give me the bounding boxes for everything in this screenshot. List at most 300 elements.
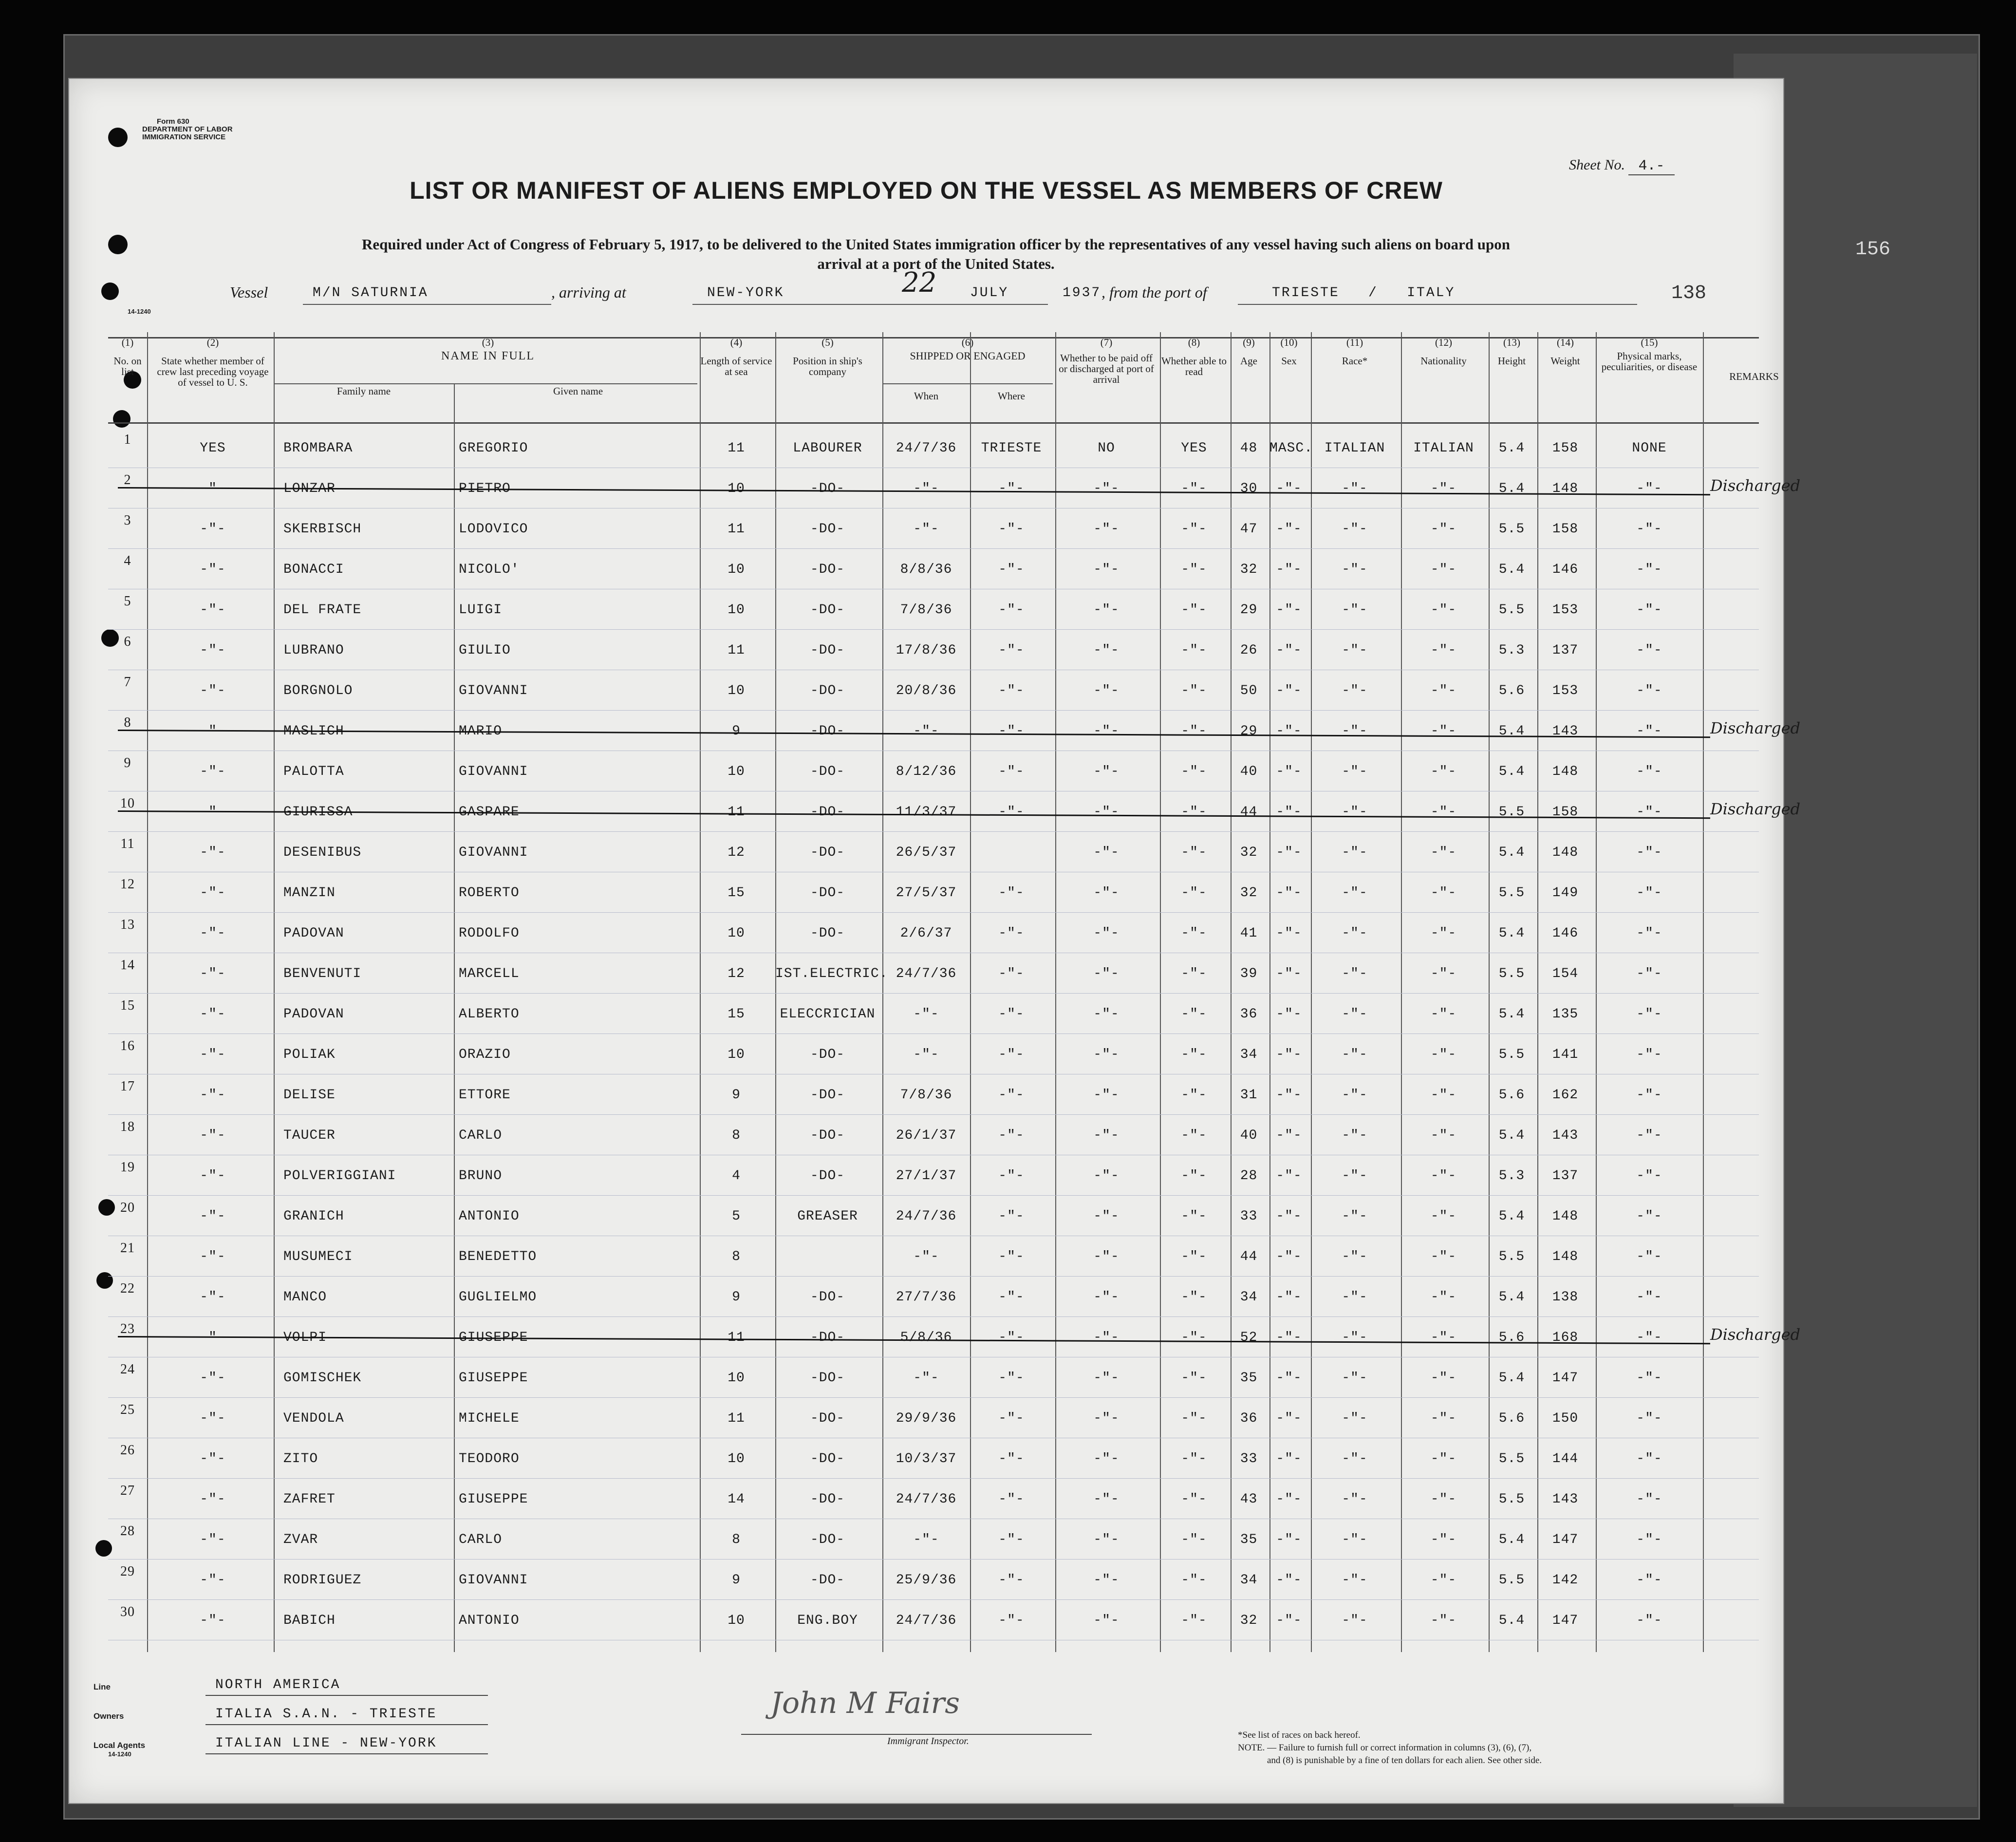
- cell-position: -DO-: [810, 1128, 845, 1143]
- line-value: NORTH AMERICA: [215, 1677, 341, 1692]
- cell-previous-voyage: -"-: [200, 1209, 226, 1224]
- cell-age: 32: [1240, 1613, 1258, 1628]
- cell-race: -"-: [1342, 764, 1368, 779]
- cell-age: 28: [1240, 1168, 1258, 1184]
- cell-previous-voyage: -"-: [200, 683, 226, 698]
- cell-given-name: GREGORIO: [459, 441, 528, 456]
- cell-family-name: PADOVAN: [283, 1007, 344, 1022]
- col-num: (2): [206, 337, 219, 348]
- cell-physical-marks: -"-: [1636, 1290, 1662, 1305]
- cell-age: 43: [1240, 1492, 1258, 1507]
- arrival-year: 1937: [1063, 285, 1101, 301]
- cell-row-number: 1: [124, 432, 131, 447]
- cell-height: 5.5: [1498, 1047, 1525, 1062]
- table-row: [108, 1281, 1759, 1321]
- cell-service-length: 11: [728, 643, 745, 658]
- cell-race: -"-: [1342, 1209, 1368, 1224]
- subheader-divider: [882, 383, 1053, 384]
- cell-sex: -"-: [1276, 845, 1302, 860]
- cell-service-length: 5: [732, 1209, 741, 1224]
- cell-shipped-when: 11/3/37: [896, 805, 957, 820]
- cell-race: -"-: [1342, 926, 1368, 941]
- cell-nationality: -"-: [1430, 683, 1457, 698]
- cell-shipped-where: -"-: [998, 1128, 1025, 1143]
- cell-row-number: 28: [120, 1523, 135, 1539]
- cell-shipped-when: 26/5/37: [896, 845, 957, 860]
- cell-weight: 137: [1552, 1168, 1579, 1184]
- cell-weight: 135: [1552, 1007, 1579, 1022]
- cell-race: -"-: [1342, 1451, 1368, 1466]
- cell-sex: -"-: [1276, 1371, 1302, 1386]
- cell-service-length: 10: [728, 926, 745, 941]
- cell-shipped-where: -"-: [998, 885, 1025, 901]
- cell-service-length: 11: [728, 441, 745, 456]
- cell-race: -"-: [1342, 1613, 1368, 1628]
- cell-service-length: 15: [728, 1007, 745, 1022]
- cell-row-number: 16: [120, 1038, 135, 1053]
- cell-shipped-when: 24/7/36: [896, 966, 957, 981]
- cell-given-name: ALBERTO: [459, 1007, 520, 1022]
- cell-sex: -"-: [1276, 1007, 1302, 1022]
- cell-position: -DO-: [810, 805, 845, 820]
- cell-shipped-when: 7/8/36: [900, 1088, 952, 1103]
- col-num: (12): [1435, 337, 1452, 348]
- cell-previous-voyage: -"-: [200, 1573, 226, 1588]
- cell-race: -"-: [1342, 522, 1368, 537]
- cell-given-name: MICHELE: [459, 1411, 520, 1426]
- cell-paid-off: -"-: [1093, 522, 1120, 537]
- table-row: [108, 1241, 1759, 1281]
- cell-previous-voyage: -"-: [200, 1128, 226, 1143]
- cell-paid-off: -"-: [1093, 481, 1120, 496]
- cell-height: 5.4: [1498, 1128, 1525, 1143]
- cell-race: -"-: [1342, 1371, 1368, 1386]
- cell-age: 29: [1240, 724, 1258, 739]
- cell-service-length: 10: [728, 602, 745, 618]
- cell-previous-voyage: -"-: [200, 481, 226, 496]
- cell-shipped-where: -"-: [998, 1290, 1025, 1305]
- col-label: Age: [1240, 355, 1257, 367]
- col-label: SHIPPED OR ENGAGED: [910, 350, 1026, 362]
- cell-able-to-read: -"-: [1181, 1290, 1207, 1305]
- cell-row-number: 22: [120, 1281, 135, 1296]
- cell-able-to-read: -"-: [1181, 1007, 1207, 1022]
- cell-family-name: LUBRANO: [283, 643, 344, 658]
- cell-nationality: -"-: [1430, 1330, 1457, 1345]
- cell-position: -DO-: [810, 522, 845, 537]
- cell-weight: 138: [1552, 1290, 1579, 1305]
- cell-nationality: -"-: [1430, 885, 1457, 901]
- cell-family-name: ZVAR: [283, 1532, 318, 1547]
- cell-race: -"-: [1342, 643, 1368, 658]
- cell-given-name: ANTONIO: [459, 1613, 520, 1628]
- col-header-when: When: [914, 390, 939, 402]
- cell-previous-voyage: -"-: [200, 522, 226, 537]
- cell-paid-off: -"-: [1093, 805, 1120, 820]
- cell-paid-off: -"-: [1093, 1573, 1120, 1588]
- cell-previous-voyage: -"-: [200, 764, 226, 779]
- cell-family-name: BORGNOLO: [283, 683, 353, 698]
- cell-weight: 147: [1552, 1613, 1579, 1628]
- cell-service-length: 10: [728, 683, 745, 698]
- cell-weight: 154: [1552, 966, 1579, 981]
- cell-given-name: ANTONIO: [459, 1209, 520, 1224]
- cell-sex: -"-: [1276, 1290, 1302, 1305]
- cell-position: IST.ELECTRIC.: [775, 966, 888, 981]
- cell-shipped-when: -"-: [913, 724, 939, 739]
- cell-row-number: 9: [124, 755, 131, 771]
- cell-position: -DO-: [810, 764, 845, 779]
- cell-shipped-when: -"-: [913, 1371, 939, 1386]
- cell-able-to-read: -"-: [1181, 1532, 1207, 1547]
- cell-row-number: 15: [120, 998, 135, 1013]
- cell-sex: -"-: [1276, 1532, 1302, 1547]
- cell-physical-marks: -"-: [1636, 1249, 1662, 1264]
- cell-weight: 146: [1552, 926, 1579, 941]
- cell-previous-voyage: -"-: [200, 1047, 226, 1062]
- cell-shipped-where: -"-: [998, 724, 1025, 739]
- col-label: Height: [1497, 355, 1526, 367]
- cell-previous-voyage: -"-: [200, 1330, 226, 1345]
- owners-label: Owners: [93, 1711, 124, 1721]
- cell-shipped-where: -"-: [998, 1168, 1025, 1184]
- cell-sex: -"-: [1276, 481, 1302, 496]
- cell-service-length: 8: [732, 1532, 741, 1547]
- underline: [205, 1753, 488, 1754]
- vessel-label: Vessel: [230, 283, 268, 301]
- cell-height: 5.6: [1498, 1411, 1525, 1426]
- cell-sex: -"-: [1276, 1088, 1302, 1103]
- cell-shipped-when: 26/1/37: [896, 1128, 957, 1143]
- punch-hole: [108, 235, 128, 254]
- cell-service-length: 8: [732, 1128, 741, 1143]
- cell-sex: -"-: [1276, 1451, 1302, 1466]
- cell-service-length: 10: [728, 764, 745, 779]
- cell-age: 40: [1240, 764, 1258, 779]
- cell-service-length: 15: [728, 885, 745, 901]
- cell-weight: 148: [1552, 845, 1579, 860]
- cell-position: -DO-: [810, 1451, 845, 1466]
- cell-service-length: 11: [728, 1411, 745, 1426]
- cell-paid-off: -"-: [1093, 1128, 1120, 1143]
- cell-able-to-read: -"-: [1181, 1492, 1207, 1507]
- cell-family-name: VENDOLA: [283, 1411, 344, 1426]
- cell-previous-voyage: -"-: [200, 1371, 226, 1386]
- cell-position: -DO-: [810, 1290, 845, 1305]
- cell-able-to-read: -"-: [1181, 1451, 1207, 1466]
- cell-given-name: ETTORE: [459, 1088, 511, 1103]
- cell-height: 5.4: [1498, 845, 1525, 860]
- col-header-nationality: [1401, 337, 1486, 420]
- cell-position: -DO-: [810, 1088, 845, 1103]
- cell-weight: 158: [1552, 805, 1579, 820]
- cell-shipped-where: -"-: [998, 643, 1025, 658]
- cell-given-name: GIULIO: [459, 643, 511, 658]
- cell-nationality: -"-: [1430, 1128, 1457, 1143]
- cell-physical-marks: -"-: [1636, 562, 1662, 577]
- col-num: (5): [821, 337, 834, 348]
- cell-weight: 147: [1552, 1371, 1579, 1386]
- cell-row-number: 20: [120, 1200, 135, 1215]
- cell-position: -DO-: [810, 724, 845, 739]
- cell-nationality: -"-: [1430, 562, 1457, 577]
- cell-height: 5.4: [1498, 926, 1525, 941]
- cell-able-to-read: -"-: [1181, 481, 1207, 496]
- cell-sex: -"-: [1276, 522, 1302, 537]
- cell-family-name: PADOVAN: [283, 926, 344, 941]
- cell-position: -DO-: [810, 683, 845, 698]
- underline: [205, 1724, 488, 1725]
- cell-service-length: 9: [732, 1088, 741, 1103]
- margin-number-side: 138: [1671, 282, 1707, 304]
- cell-height: 5.4: [1498, 1209, 1525, 1224]
- cell-position: -DO-: [810, 1371, 845, 1386]
- cell-row-number: 14: [120, 958, 135, 973]
- cell-physical-marks: -"-: [1636, 1128, 1662, 1143]
- cell-previous-voyage: -"-: [200, 1007, 226, 1022]
- cell-height: 5.4: [1498, 764, 1525, 779]
- table-row: [108, 1402, 1759, 1443]
- col-label: Position in ship's company: [793, 355, 862, 377]
- inspector-signature: John M Fairs: [770, 1686, 960, 1720]
- table-row: [108, 877, 1759, 917]
- cell-race: -"-: [1342, 1573, 1368, 1588]
- agents-value: ITALIAN LINE - NEW-YORK: [215, 1736, 437, 1751]
- col-header-where: Where: [998, 390, 1025, 402]
- cell-paid-off: -"-: [1093, 1330, 1120, 1345]
- cell-physical-marks: -"-: [1636, 805, 1662, 820]
- cell-height: 5.4: [1498, 1613, 1525, 1628]
- cell-paid-off: -"-: [1093, 1249, 1120, 1264]
- table-row: [108, 1038, 1759, 1079]
- cell-age: 48: [1240, 441, 1258, 456]
- table-row: [108, 1564, 1759, 1604]
- cell-physical-marks: -"-: [1636, 1451, 1662, 1466]
- from-port-label: , from the port of: [1101, 283, 1207, 301]
- cell-sex: -"-: [1276, 1613, 1302, 1628]
- cell-physical-marks: -"-: [1636, 1168, 1662, 1184]
- cell-family-name: BONACCI: [283, 562, 344, 577]
- cell-family-name: DEL FRATE: [283, 602, 362, 618]
- cell-shipped-when: 5/8/36: [900, 1330, 952, 1345]
- col-label: Physical marks, peculiarities, or disease: [1601, 350, 1698, 373]
- cell-height: 5.5: [1498, 966, 1525, 981]
- cell-able-to-read: -"-: [1181, 724, 1207, 739]
- cell-given-name: LODOVICO: [459, 522, 528, 537]
- cell-row-number: 5: [124, 594, 131, 609]
- arrival-month: JULY: [970, 285, 1009, 301]
- cell-sex: -"-: [1276, 1209, 1302, 1224]
- cell-shipped-when: 27/1/37: [896, 1168, 957, 1184]
- cell-physical-marks: -"-: [1636, 885, 1662, 901]
- underline: [205, 1695, 488, 1696]
- cell-physical-marks: -"-: [1636, 1330, 1662, 1345]
- cell-given-name: GUGLIELMO: [459, 1290, 537, 1305]
- cell-race: -"-: [1342, 1290, 1368, 1305]
- cell-race: -"-: [1342, 966, 1368, 981]
- cell-family-name: DELISE: [283, 1088, 336, 1103]
- col-header-able-to-read: [1160, 337, 1228, 420]
- inspector-label: Immigrant Inspector.: [887, 1736, 969, 1747]
- col-header-service-length: [700, 337, 773, 420]
- cell-weight: 153: [1552, 683, 1579, 698]
- cell-race: -"-: [1342, 602, 1368, 618]
- cell-height: 5.6: [1498, 683, 1525, 698]
- cell-height: 5.4: [1498, 441, 1525, 456]
- cell-previous-voyage: -"-: [200, 602, 226, 618]
- cell-age: 32: [1240, 562, 1258, 577]
- cell-paid-off: -"-: [1093, 562, 1120, 577]
- cell-position: -DO-: [810, 1168, 845, 1184]
- cell-nationality: -"-: [1430, 1613, 1457, 1628]
- cell-physical-marks: -"-: [1636, 1411, 1662, 1426]
- cell-able-to-read: -"-: [1181, 602, 1207, 618]
- cell-age: 33: [1240, 1209, 1258, 1224]
- agents-label: Local Agents: [93, 1741, 146, 1750]
- col-label: Nationality: [1420, 355, 1467, 367]
- cell-paid-off: -"-: [1093, 926, 1120, 941]
- cell-service-length: 10: [728, 1451, 745, 1466]
- col-num: (4): [730, 337, 743, 348]
- cell-race: -"-: [1342, 683, 1368, 698]
- cell-physical-marks: -"-: [1636, 764, 1662, 779]
- cell-nationality: -"-: [1430, 1209, 1457, 1224]
- cell-position: -DO-: [810, 1047, 845, 1062]
- col-header-no: [108, 337, 147, 420]
- cell-weight: 148: [1552, 1209, 1579, 1224]
- cell-service-length: 9: [732, 724, 741, 739]
- cell-shipped-where: -"-: [998, 1330, 1025, 1345]
- col-num: (7): [1100, 337, 1113, 348]
- cell-physical-marks: -"-: [1636, 1371, 1662, 1386]
- cell-shipped-when: -"-: [913, 481, 939, 496]
- col-header-position: [775, 337, 880, 420]
- cell-race: -"-: [1342, 885, 1368, 901]
- col-header-height: [1489, 337, 1535, 420]
- cell-service-length: 11: [728, 805, 745, 820]
- cell-nationality: -"-: [1430, 805, 1457, 820]
- cell-service-length: 10: [728, 1371, 745, 1386]
- cell-sex: -"-: [1276, 1128, 1302, 1143]
- cell-service-length: 14: [728, 1492, 745, 1507]
- subtitle-line-2: arrival at a port of the United States.: [817, 255, 1055, 272]
- cell-shipped-where: -"-: [998, 683, 1025, 698]
- col-header-weight: [1537, 337, 1593, 420]
- cell-row-number: 23: [120, 1321, 135, 1336]
- cell-weight: 168: [1552, 1330, 1579, 1345]
- cell-previous-voyage: YES: [200, 441, 226, 456]
- cell-weight: 144: [1552, 1451, 1579, 1466]
- cell-family-name: LONZAR: [283, 481, 336, 496]
- cell-position: ENG.BOY: [797, 1613, 858, 1628]
- cell-given-name: NICOLO': [459, 562, 520, 577]
- cell-sex: -"-: [1276, 764, 1302, 779]
- cell-age: 44: [1240, 1249, 1258, 1264]
- cell-previous-voyage: -"-: [200, 1613, 226, 1628]
- cell-shipped-when: 8/8/36: [900, 562, 952, 577]
- cell-height: 5.5: [1498, 1492, 1525, 1507]
- cell-race: -"-: [1342, 1168, 1368, 1184]
- cell-nationality: -"-: [1430, 1088, 1457, 1103]
- cell-shipped-where: -"-: [998, 1209, 1025, 1224]
- table-row: [108, 634, 1759, 675]
- cell-family-name: ZAFRET: [283, 1492, 336, 1507]
- cell-paid-off: -"-: [1093, 1613, 1120, 1628]
- cell-service-length: 12: [728, 966, 745, 981]
- margin-number-top: 156: [1855, 239, 1891, 261]
- cell-race: -"-: [1342, 1330, 1368, 1345]
- cell-height: 5.5: [1498, 1451, 1525, 1466]
- cell-physical-marks: -"-: [1636, 1573, 1662, 1588]
- cell-physical-marks: -"-: [1636, 1492, 1662, 1507]
- line-label: Line: [93, 1682, 111, 1692]
- underline: [1238, 304, 1637, 305]
- cell-weight: 148: [1552, 481, 1579, 496]
- cell-weight: 153: [1552, 602, 1579, 618]
- cell-nationality: -"-: [1430, 602, 1457, 618]
- cell-sex: -"-: [1276, 1492, 1302, 1507]
- cell-nationality: -"-: [1430, 764, 1457, 779]
- underline: [868, 304, 1048, 305]
- cell-age: 31: [1240, 1088, 1258, 1103]
- cell-family-name: GIURISSA: [283, 805, 353, 820]
- cell-family-name: GRANICH: [283, 1209, 344, 1224]
- cell-nationality: -"-: [1430, 845, 1457, 860]
- cell-sex: MASC.: [1269, 441, 1313, 456]
- cell-able-to-read: -"-: [1181, 1371, 1207, 1386]
- cell-row-number: 29: [120, 1564, 135, 1579]
- cell-paid-off: -"-: [1093, 1168, 1120, 1184]
- cell-position: -DO-: [810, 885, 845, 901]
- cell-nationality: -"-: [1430, 522, 1457, 537]
- cell-shipped-where: -"-: [998, 966, 1025, 981]
- cell-shipped-where: -"-: [998, 1088, 1025, 1103]
- cell-sex: -"-: [1276, 643, 1302, 658]
- cell-physical-marks: -"-: [1636, 1209, 1662, 1224]
- table-row: [108, 513, 1759, 553]
- cell-nationality: -"-: [1430, 481, 1457, 496]
- cell-shipped-where: -"-: [998, 764, 1025, 779]
- cell-nationality: -"-: [1430, 966, 1457, 981]
- cell-physical-marks: -"-: [1636, 966, 1662, 981]
- cell-row-number: 3: [124, 513, 131, 528]
- cell-shipped-where: -"-: [998, 1007, 1025, 1022]
- cell-paid-off: -"-: [1093, 845, 1120, 860]
- sheet-number-label: [1569, 157, 1675, 174]
- cell-age: 44: [1240, 805, 1258, 820]
- cell-sex: -"-: [1276, 1330, 1302, 1345]
- cell-able-to-read: -"-: [1181, 1249, 1207, 1264]
- cell-paid-off: -"-: [1093, 1411, 1120, 1426]
- cell-weight: 142: [1552, 1573, 1579, 1588]
- footnote-races: *See list of races on back hereof.: [1238, 1730, 1361, 1740]
- cell-height: 5.6: [1498, 1088, 1525, 1103]
- cell-family-name: ZITO: [283, 1451, 318, 1466]
- cell-shipped-when: -"-: [913, 1007, 939, 1022]
- cell-race: -"-: [1342, 1128, 1368, 1143]
- cell-given-name: PIETRO: [459, 481, 511, 496]
- cell-position: -DO-: [810, 1330, 845, 1345]
- cell-height: 5.4: [1498, 1371, 1525, 1386]
- cell-row-number: 11: [120, 836, 135, 851]
- cell-able-to-read: -"-: [1181, 845, 1207, 860]
- col-header-age: [1231, 337, 1267, 420]
- cell-service-length: 9: [732, 1573, 741, 1588]
- cell-row-number: 19: [120, 1160, 135, 1175]
- table-row: [108, 553, 1759, 594]
- cell-family-name: MUSUMECI: [283, 1249, 353, 1264]
- cell-age: 34: [1240, 1573, 1258, 1588]
